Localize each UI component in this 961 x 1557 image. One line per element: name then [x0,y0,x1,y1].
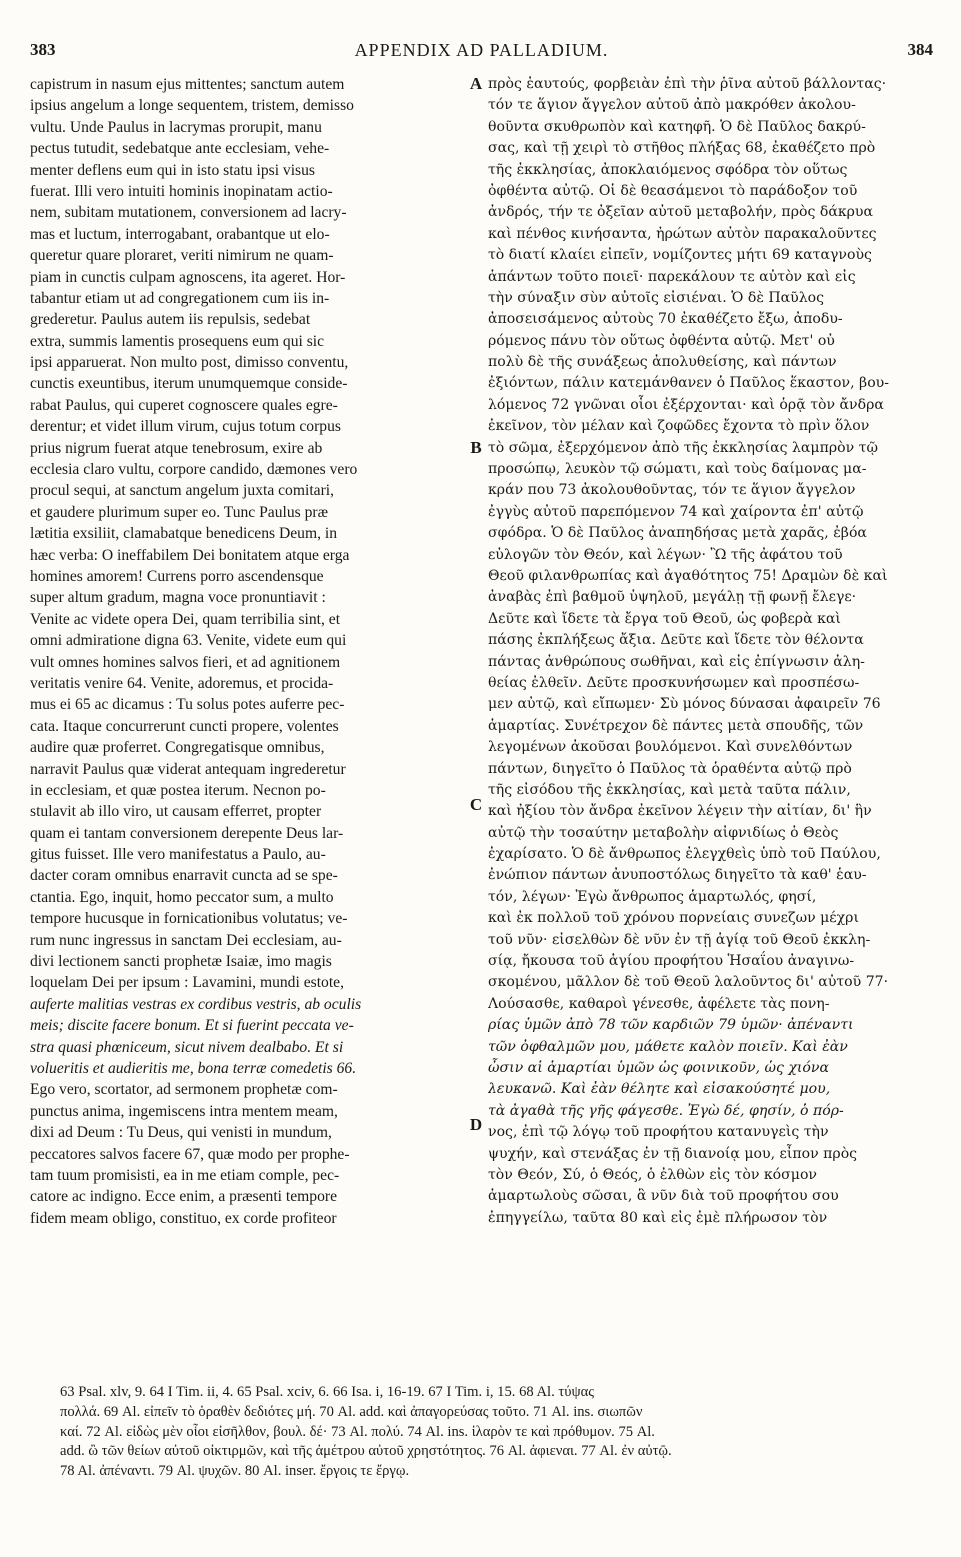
latin-text-line: volueritis et audieritis me, bona terræ comedetis 66. [30,1059,357,1077]
greek-text-line: Θεοῦ φιλανθρωπίας καὶ ἀγαθότητος 75! Δραμὼν δὲ καὶ [488,567,888,584]
greek-text-line: ρόμενος πάνυ τὸν οὕτως ὀφθέντα αὐτῷ. Μετ' οὐ [488,332,835,349]
latin-text-line: tabantur etiam ut ad congregationem cum iis in- [30,289,330,307]
latin-text-line: tempore hucusque in fornicationibus volutatus; ve- [30,910,348,928]
running-title: APPENDIX AD PALLADIUM. [354,40,609,60]
latin-text-line: auferte malitias vestras ex cordibus vestris, ab oculis [30,995,362,1013]
greek-text-line: ἁπάντων τοῦτο ποιεῖ· παρεκάλουν τε αὐτὸν καὶ εἰς [488,268,856,285]
latin-text-line: nem, subitam mutationem, conversionem ad lacry- [30,204,347,222]
greek-text-line: σας, καὶ τῇ χειρὶ τὸ στῆθος πλήξας 68, ἐκαθέζετο πρὸ [488,140,876,157]
latin-column [30,74,462,1229]
greek-text-line: καὶ πένθος κινήσαντα, ἠρώτων αὐτὸν παρακαλοῦντες [488,225,877,242]
greek-text-line: ψυχήν, καὶ στενάξας ἐν τῇ διανοίᾳ μου, εἶπον πρὸς [488,1145,858,1162]
latin-text-line: menter deflens eum qui in isto statu ipsi visus [30,161,315,179]
greek-text-line: πάντας ἀνθρώπους σωθῆναι, καὶ εἰς ἐπίγνωσιν ἀλη- [488,653,865,670]
latin-text-line: tam tuum promisisti, ea in me etiam comple, pec- [30,1166,340,1184]
greek-text-line: αὐτῷ τὴν τοσαύτην μεταβολὴν αἰφνιδίως ὁ Θεὸς [488,824,839,841]
section-marker-b: B [470,438,482,457]
greek-text-line: μεν αὐτῷ, καὶ εἴπωμεν· Σὺ μόνος δύνασαι ἀφαιρεῖν 76 [488,696,881,713]
running-header [30,40,933,68]
latin-text-line: procul sequi, at sanctum angelum juxta comitari, [30,482,334,500]
page-number-right: 384 [907,40,933,59]
latin-text-line: narravit Paulus quæ viderat antequam ingrederetur [30,760,346,778]
latin-text-line: ctantia. Ego, inquit, homo peccator sum, a multo [30,888,334,906]
latin-text-line: quam ei tantam conversionem derepente Deus lar- [30,824,344,842]
latin-text-line: derentur; et videt illum virum, cujus totum corpus [30,418,341,436]
latin-text-line: super altum gradum, magna voce pronuntiavit : [30,589,326,607]
latin-text-line: Venite ac videte opera Dei, quam terribilia sint, et [30,610,341,628]
greek-text-line: λευκανῶ. Καὶ ἐὰν θέλητε καὶ εἰσακούσητέ μου, [488,1081,831,1098]
latin-text-line: divi lectionem sancti prophetæ Isaiæ, imo magis [30,953,332,971]
latin-text-line: audire quæ proferret. Congregatisque omnibus, [30,739,325,757]
greek-text-line: ἐνώπιον πάντων ἀνυποστόλως διηγεῖτο τὰ καθ' ἑαυ- [488,867,867,884]
greek-text-line: εὐλογῶν τὸν Θεόν, καὶ λέγων· Ὢ τῆς ἀφάτου τοῦ [488,546,843,563]
latin-text-line: veritatis venire 64. Venite, adoremus, et procida- [30,674,334,692]
greek-column [488,74,920,1229]
latin-text-line: gitus fuisset. Ille vero manifestatus a Paulo, au- [30,846,326,864]
greek-text-line: ἐγγὺς αὐτοῦ παρεπόμενον 74 καὶ χαίροντα ἐπ' αὐτῷ [488,503,864,520]
greek-text-line: τὴν σύναξιν σὺν αὐτοῖς εἰσιέναι. Ὁ δὲ Παῦλος [488,289,825,306]
greek-text-line: πάντων, διηγεῖτο ὁ Παῦλος τὰ ὁραθέντα αὐτῷ πρὸ [488,760,852,777]
greek-text-line: προσώπῳ, λευκὸν τῷ σώματι, καὶ τοὺς δαίμονας μα- [488,461,867,478]
latin-text-line: ipsi apparuerat. Non multo post, dimisso conventu, [30,354,349,372]
latin-text-line: grederetur. Paulus autem iis repulsis, sedebat [30,311,311,329]
greek-text-line: πρὸς ἑαυτούς, φορβειὰν ἐπὶ τὴν ῥῖνα αὐτοῦ βάλλοντας· [488,76,887,92]
greek-text-line: λόμενος 72 γνῶναι οἷοι ἐξέρχονται· καὶ ὁρᾷ τὸν ἄνδρα [488,396,884,413]
page-number-left: 383 [30,40,56,59]
latin-text-line: capistrum in nasum ejus mittentes; sanctum autem [30,76,345,93]
greek-text-line: νος, ἐπὶ τῷ λόγῳ τοῦ προφήτου κατανυγεὶς τὴν [488,1124,829,1141]
greek-text-line: ἀνδρός, τήν τε ὀξεῖαν αὐτοῦ μεταβολήν, πρὸς δάκρυα [488,204,874,221]
latin-text-line: ecclesia claro vultu, corpore candido, dæmones vero [30,461,358,479]
greek-text-line: πολὺ δὲ τῆς συνάξεως ἀπολυθείσης, καὶ πάντων [488,354,837,371]
greek-text-line: ἁμαρτίας. Συνέτρεχον δὲ πάντες μετὰ σπουδῆς, τῶν [488,717,864,734]
greek-text-line: ρίας ὑμῶν ἀπὸ 78 τῶν καρδιῶν 79 ὑμῶν· ἀπέναντι [488,1017,854,1034]
latin-text-line: dixi ad Deum : Tu Deus, qui venisti in mundum, [30,1124,332,1142]
greek-text-line: σκομένου, μᾶλλον δὲ τοῦ Θεοῦ λαλοῦντος δι' αὐτοῦ 77· [488,974,889,991]
latin-text-line: lætitia exsiliit, clamabatque benedicens Deum, in [30,525,338,543]
latin-text-line: loquelam Dei per ipsum : Lavamini, mundi estote, [30,974,344,992]
section-marker-c: C [469,795,483,814]
latin-text-line: piam in cunctis culpam agnoscens, ita ageret. Hor- [30,268,346,286]
greek-text-line: ἐκεῖνον, τὸν μέλαν καὶ ζοφῶδες ἔχοντα τὸ πρὶν ὅλον [488,418,870,435]
greek-text-line: τοῦ νῦν· εἰσελθὼν δὲ νῦν ἐν τῇ ἁγίᾳ τοῦ Θεοῦ ἐκκλη- [488,931,871,948]
latin-text-line: queretur quare ploraret, veriti nimirum ne quam- [30,247,334,265]
section-marker-d: D [469,1115,483,1134]
greek-text-line: ἐχαρίσατο. Ὁ δὲ ἄνθρωπος ἐλεγχθεὶς ὑπὸ τοῦ Παύλου, [488,846,881,863]
latin-text-line: pectus tutudit, sedebatque ante ecclesiam, vehe- [30,140,330,158]
greek-text-line: Δεῦτε καὶ ἴδετε τὰ ἔργα τοῦ Θεοῦ, ὡς φοβερὰ καὶ [488,610,841,627]
greek-text-line: τόν τε ἅγιον ἄγγελον αὐτοῦ ἀπὸ μακρόθεν ἀκολου- [488,97,856,114]
latin-text-line: rabat Paulus, qui cuperet cognoscere quales egre- [30,396,338,414]
latin-text-line: stra quasi phœniceum, sicut nivem dealbabo. Et si [30,1038,344,1056]
latin-text-line: prius nigrum fuerat atque tenebrosum, exire ab [30,439,323,457]
latin-text-line: catore ac indigno. Ecce enim, a præsenti tempore [30,1188,337,1206]
latin-text-line: vultu. Unde Paulus in lacrymas prorupit, manu [30,118,322,136]
latin-text-line: cunctis exeuntibus, iterum unumquemque conside- [30,375,348,393]
latin-text-line: ipsius angelum a longe sequentem, tristem, demisso [30,97,354,115]
latin-text-line: extra, summis lamentis prosequens eum qui sic [30,332,325,350]
footnote-line: πολλά. 69 Al. εἰπεῖν τὸ ὁραθὲν δεδιότες μή. 70 Al. add. καὶ ἀπαγορεύσας τοῦτο. 71 Al. ins. σιωπῶν [60,1403,643,1420]
section-marker-a: A [469,74,483,93]
greek-text-line: τὰ ἀγαθὰ τῆς γῆς φάγεσθε. Ἐγὼ δέ, φησίν, ὁ πόρ- [488,1102,844,1119]
latin-text-line: meis; discite facere bonum. Et si fuerint peccata ve- [30,1017,354,1035]
greek-text-line: ἁμαρτωλοὺς σῶσαι, ἃ νῦν διὰ τοῦ προφήτου σου [488,1188,839,1205]
greek-text-line: ἐπηγγείλω, ταῦτα 80 καὶ εἰς ἐμὲ πλήρωσον τὸν [488,1209,828,1226]
latin-text-line: cata. Itaque concurrerunt cuncti propere, volentes [30,717,339,735]
greek-text-line: λεγομένων ἀκοῦσαι βουλόμενοι. Καὶ συνελθόντων [488,739,853,756]
greek-text-line: τὸν Θεόν, Σύ, ὁ Θεός, ὁ ἐλθὼν εἰς τὸν κόσμον [488,1166,817,1183]
footnote-line: 78 Al. ἀπέναντι. 79 Al. ψυχῶν. 80 Al. inser. ἔργοις τε ἔργῳ. [60,1463,410,1480]
greek-text-line: τὸ σῶμα, ἐξερχόμενον ἀπὸ τῆς ἐκκλησίας λαμπρὸν τῷ [488,439,878,456]
greek-text-line: ἀποσεισάμενος αὐτοὺς 70 ἐκαθέζετο ἔξω, ἀποδυ- [488,311,843,328]
latin-text-line: peccatores salvos facere 67, quæ modo per prophe- [30,1145,350,1163]
footnote-line: add. ὢ τῶν θείων αὐτοῦ οἰκτιρμῶν, καὶ τῆς ἀμέτρου αὐτοῦ χρηστότητος. 76 Al. ἀφιεναι. 77 Al. ἐν αὐτῷ. [60,1443,672,1460]
greek-text-line: καὶ ἐκ πολλοῦ τοῦ χρόνου πορνείαις συνεζων μέχρι [488,910,859,927]
greek-text-line: θείας ἐλθεῖν. Δεῦτε προσκυνήσωμεν καὶ προσπέσω- [488,674,860,691]
latin-text-line: omni admiratione digna 63. Venite, videte eum qui [30,632,347,650]
greek-text-line: ὀφθέντα αὐτῷ. Οἱ δὲ θεασάμενοι τὸ παράδοξον τοῦ [488,182,858,199]
latin-text-line: dacter coram omnibus enarravit cuncta ad se spe- [30,867,338,885]
greek-text-line: τῆς εἰσόδου τῆς ἐκκλησίας, καὶ μετὰ ταῦτα πάλιν, [488,781,851,798]
greek-text-line: τόν, λέγων· Ἐγὼ ἄνθρωπος ἁμαρτωλός, φησί, [488,888,817,905]
latin-text-line: hæc verba: O ineffabilem Dei bonitatem atque erga [30,546,350,564]
greek-text-line: κράν που 73 ἀκολουθοῦντας, τόν τε ἅγιον ἄγγελον [488,482,856,499]
latin-text-line: rum nunc ingressus in sanctam Dei ecclesiam, au- [30,931,342,949]
greek-text-line: πάσης ἐκπλήξεως ἄξια. Δεῦτε καὶ ἴδετε τὸν θέλοντα [488,632,864,649]
latin-text-line: fidem meam obligo, constituo, ex corde profiteor [30,1209,337,1227]
greek-text-line: ἀναβὰς ἐπὶ βαθμοῦ ὑψηλοῦ, μεγάλῃ τῇ φωνῇ ἔλεγε· [488,589,857,606]
greek-text-line: τῶν ὀφθαλμῶν μου, μάθετε καλὸν ποιεῖν. Καὶ ἐὰν [488,1038,848,1055]
latin-text-line: punctus anima, ingemiscens intra mentem meam, [30,1102,338,1120]
greek-text-line: καὶ ἠξίου τὸν ἄνδρα ἐκεῖνον λέγειν τὴν αἰτίαν, δι' ἣν [488,803,872,820]
greek-text-line: σφόδρα. Ὁ δὲ Παῦλος ἀναπηδήσας μετὰ χαρᾶς, ἐβόα [488,525,867,542]
greek-text-line: τὸ διατί κλαίει εἰπεῖν, νομίζοντες μήτι 69 καταγνοὺς [488,247,872,264]
greek-text-line: Λούσασθε, καθαροὶ γένεσθε, ἀφέλετε τὰς πονη- [488,995,830,1012]
latin-text-line: Ego vero, scortator, ad sermonem prophetæ com- [30,1081,338,1099]
latin-text-line: fuerat. Illi vero intuiti hominis inopinatam actio- [30,182,333,200]
greek-text-line: σίᾳ, ἤκουσα τοῦ ἁγίου προφήτου Ἡσαΐου ἀναγινω- [488,953,855,970]
greek-text-line: τῆς ἐκκλησίας, ἀποκλαιόμενος σφόδρα τὸν οὕτως [488,161,848,178]
latin-text-line: mus ei 65 ac dicamus : Tu solus potes auferre pec- [30,696,345,714]
greek-text-line: θοῦντα σκυθρωπὸν καὶ κατηφῆ. Ὁ δὲ Παῦλος δακρύ- [488,118,866,135]
latin-text-line: mas et luctum, interrogabant, orabantque ut elo- [30,225,330,243]
footnote-line: 63 Psal. xlv, 9. 64 I Tim. ii, 4. 65 Psal. xciv, 6. 66 Isa. i, 16-19. 67 I Tim. i, 15. 68 Al. τύψας [60,1384,595,1400]
greek-text-line: ὦσιν αἱ ἁμαρτίαι ὑμῶν ὡς φοινικοῦν, ὡς χιόνα [488,1059,829,1076]
latin-text-line: vult omnes homines salvos fieri, et ad agnitionem [30,653,341,671]
footnote-line: καί. 72 Al. εἰδὼς μὲν οἷοι εἰσῆλθον, βουλ. δέ· 73 Al. πολύ. 74 Al. ins. ἱλαρὸν τε καὶ πρόθυμον. 75 Al. [60,1423,655,1440]
latin-text-line: in ecclesiam, et quæ postea iterum. Necnon po- [30,781,326,799]
latin-text-line: et gaudere plurimum super eo. Tunc Paulus præ [30,503,328,521]
greek-text-line: ἐξιόντων, πάλιν κατεμάνθανεν ὁ Παῦλος ἕκαστον, βου- [488,375,890,392]
latin-text-line: homines amorem! Currens porro ascendensque [30,567,324,585]
latin-text-line: stulavit ab illo viro, ut causam efferret, propter [30,803,322,821]
footnotes [60,1383,940,1482]
